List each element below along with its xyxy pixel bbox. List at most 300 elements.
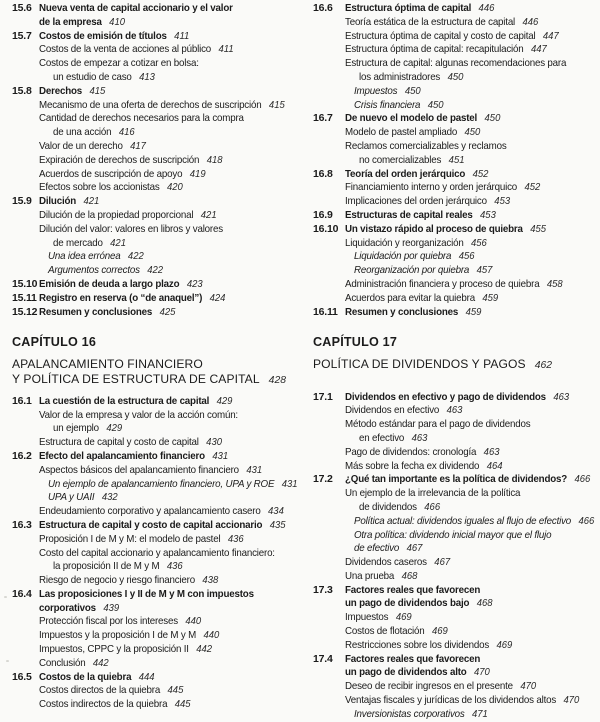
page-number: 429 [216,395,233,407]
page-number: 451 [448,154,465,166]
page-number: 415 [89,85,106,97]
entry-text: de dividendos [359,500,417,513]
page-number: 432 [101,492,118,504]
entry-content [39,505,284,519]
page-number: 436 [227,533,244,545]
toc-entry [313,85,597,99]
entry-content [39,698,191,712]
toc-entry [12,195,308,209]
entry-text: Dilución del valor: valores en libros y valores [39,222,223,235]
scan-speckle [4,596,7,598]
page-number: 457 [476,265,493,277]
entry-text: Liquidación por quiebra [354,250,452,263]
section-number: 15.12 [12,305,38,318]
toc-entry [313,487,597,501]
entry-content [39,99,285,113]
entry-text: en efectivo [359,431,405,444]
toc-entry [12,491,308,505]
entry-text: Costos indirectos de la quiebra [39,698,168,711]
section-number: 17.2 [313,473,333,486]
entry-content [48,478,298,492]
toc-entry [313,71,597,85]
page-number: 444 [138,671,155,683]
page-number: 463 [483,446,500,458]
toc-entry [12,71,308,85]
entry-text: Pago de dividendos: cronología [345,445,477,458]
section-number: 16.9 [313,208,333,221]
entry-content [354,99,444,113]
toc-entry [313,570,597,584]
section-number: 16.3 [12,518,32,531]
entry-text: Factores reales que favorecen [345,583,481,596]
entry-content [345,391,569,405]
entry-content [39,43,234,57]
entry-text: Derechos [39,84,83,97]
entry-content [39,140,146,154]
toc-entry [12,395,308,409]
entry-text: Acuerdos para evitar la quiebra [345,291,475,304]
toc-entry [12,223,308,237]
entry-content [53,560,183,574]
toc-entry [313,154,597,168]
entry-content [39,278,203,292]
page-number: 450 [404,85,421,97]
page-number: 464 [486,460,503,472]
entry-content [39,629,219,643]
page-number: 463 [446,405,463,417]
page-number: 452 [472,168,489,180]
scan-speckle [6,660,9,662]
page-number: 430 [206,437,222,449]
entry-text: Una idea errónea [48,250,121,263]
entry-content [53,126,135,140]
section-number: 15.10 [12,277,38,290]
entry-content [345,570,417,584]
toc-entry [12,684,308,698]
page-number: 450 [484,113,501,125]
page-number: 420 [166,182,183,194]
entry-text: Costos de flotación [345,625,425,638]
entry-text: La cuestión de la estructura de capital [39,394,210,407]
page-number: 428 [268,374,287,386]
page-number: 411 [174,30,190,42]
entry-text: Implicaciones del orden jerárquico [345,195,487,208]
toc-entry [12,43,308,57]
entry-content [39,292,225,306]
entry-text: Estructura de capital y costo de capital [39,436,199,449]
entry-content [345,168,488,182]
entry-content [345,460,503,474]
toc-entry [313,639,597,653]
entry-text: Mecanismo de una oferta de derechos de suscripción [39,98,262,111]
page-number: 418 [206,154,223,166]
entry-text: Teoría del orden jerárquico [345,167,466,180]
entry-content [345,639,512,653]
entry-content [345,223,546,237]
entry-text: Otra política: dividendo inicial mayor que el flujo [354,528,552,541]
entry-text: Emisión de deuda a largo plazo [39,277,180,290]
page-number: 442 [92,657,109,669]
toc-entry [12,478,308,492]
entry-text: Costos de empezar a cotizar en bolsa: [39,57,199,70]
page-number: 446 [478,3,495,14]
page-number: 436 [166,561,183,573]
entry-content [39,57,199,71]
chapter-heading [313,335,597,373]
entry-content [53,422,122,436]
section-number: 15.7 [12,29,32,42]
entry-text: Factores reales que favorecen [345,652,481,665]
entry-text: Dividendos caseros [345,556,427,569]
toc-entry [313,501,597,515]
entry-content [39,223,223,237]
entry-text: Impuestos [354,84,398,97]
entry-content [359,71,463,85]
section-number: 15.11 [12,291,37,304]
entry-text: Teoría estática de la estructura de capital [345,15,516,28]
entry-text: Estructura óptima de capital: recapitulación [345,43,524,56]
entry-content [39,168,206,182]
entry-text: Estructura óptima de capital y costo de capital [345,29,536,42]
entry-content [345,16,538,30]
page-number: 450 [427,99,444,111]
toc-entry [313,432,597,446]
page-number: 458 [546,278,563,290]
entry-content [53,237,126,251]
toc-entry [313,680,597,694]
page-number: 447 [530,44,547,56]
toc-entry [313,43,597,57]
entry-text: Modelo de pastel ampliado [345,126,458,139]
page-number: 463 [553,391,570,403]
entry-content [345,680,536,694]
toc-entry [12,57,308,71]
section-number: 16.7 [313,112,333,125]
page-number: 466 [578,515,595,527]
page-number: 470 [520,681,537,693]
toc-entry [313,126,597,140]
entry-content [345,694,579,708]
entry-text: Endeudamiento corporativo y apalancamiento casero [39,505,261,518]
entry-text: la proposición II de M y M [53,560,160,573]
toc-entry [313,460,597,474]
entry-text: un pago de dividendos alto [345,666,467,679]
entry-content [345,181,540,195]
entry-text: Riesgo de negocio y riesgo financiero [39,574,195,587]
page-number: 411 [218,44,234,56]
entry-content [345,112,500,126]
entry-text: Dilución de la propiedad proporcional [39,208,194,221]
chapter-title-line: POLÍTICA DE DIVIDENDOS Y PAGOS 462 [313,357,553,372]
page-number: 419 [189,168,206,180]
toc-entry [313,195,597,209]
entry-text: Método estándar para el pago de dividendos [345,418,531,431]
entry-text: Costo del capital accionario y apalancamiento financiero: [39,546,275,559]
chapter-heading [12,335,308,387]
entry-content [39,154,223,168]
entry-text: Inversionistas corporativos [354,707,465,720]
entry-text: un pago de dividendos bajo [345,597,470,610]
entry-text: de una acción [53,126,112,139]
page-number: 468 [476,598,493,610]
entry-text: Administración financiera y proceso de quiebra [345,277,540,290]
toc-entry [12,209,308,223]
entry-text: Acuerdos de suscripción de apoyo [39,167,183,180]
entry-content [39,533,244,547]
page-number: 453 [480,209,496,221]
page-number: 456 [471,237,487,249]
entry-content [39,395,232,409]
entry-content [345,292,498,306]
entry-text: de efectivo [354,542,400,555]
toc-entry [313,30,597,44]
entry-text: Estructuras de capital reales [345,208,473,221]
toc-entry [313,653,597,667]
entry-content [39,181,183,195]
page-number: 415 [268,99,285,111]
page-number: 462 [534,360,553,372]
entry-content [48,264,163,278]
toc-entry [12,409,308,423]
entry-content [39,436,222,450]
toc-entry [313,515,597,529]
entry-text: Expiración de derechos de suscripción [39,153,200,166]
toc-entry [313,306,597,320]
toc-entry [12,588,308,602]
page-number: 424 [209,292,226,304]
page-number: 429 [106,423,123,435]
toc-entry [12,264,308,278]
entry-content [39,588,254,602]
toc-entry [313,181,597,195]
page-number: 455 [530,223,547,235]
section-number: 17.1 [313,390,333,403]
entry-content [345,195,510,209]
entry-text: Estructura óptima de capital [345,2,472,14]
toc-entry [12,278,308,292]
page-number: 431 [246,464,263,476]
page-number: 422 [147,265,164,277]
entry-text: Resumen y conclusiones [345,305,459,318]
toc-entry [313,418,597,432]
entry-text: Registro en reserva (o “de anaquel”) [39,291,203,304]
page-number: 466 [574,474,591,486]
entry-content [48,250,144,264]
entry-text: un estudio de caso [53,70,132,83]
toc-entry [12,615,308,629]
entry-content [345,306,481,320]
entry-text: Reorganización por quiebra [354,264,470,277]
chapter-title-line: Y POLÍTICA DE ESTRUCTURA DE CAPITAL 428 [12,371,287,386]
toc-entry [12,464,308,478]
page-number: 435 [269,519,286,531]
toc-entry [313,542,597,556]
toc-entry [12,547,308,561]
toc-entry [12,16,308,30]
toc-entry [313,209,597,223]
section-number: 16.5 [12,670,32,683]
entry-text: Una prueba [345,569,395,582]
page-number: 421 [200,209,217,221]
entry-content [345,30,559,44]
section-number: 17.3 [313,583,333,596]
toc-entry [313,473,597,487]
toc-entry [12,560,308,574]
toc-entry [313,584,597,598]
page-number: 453 [494,196,511,208]
entry-content [345,126,480,140]
entry-content [354,264,492,278]
section-number: 15.6 [12,2,32,14]
toc-entry [313,57,597,71]
toc-entry [313,611,597,625]
entry-text: Dividendos en efectivo [345,404,440,417]
entry-text: los administradores [359,70,441,83]
toc-entry [313,112,597,126]
page-number: 463 [411,432,428,444]
entry-text: Las proposiciones I y II de M y M con impuestos [39,587,254,600]
entry-content [345,237,487,251]
section-number: 16.6 [313,2,333,14]
page-number: 470 [563,695,580,707]
entry-content [354,85,421,99]
page-number: 469 [431,626,448,638]
page-number: 423 [186,278,203,290]
entry-content [345,2,494,16]
page-number: 413 [139,71,155,83]
toc-entry [313,292,597,306]
page-number: 446 [522,16,539,28]
entry-content [345,57,566,71]
entry-content [359,432,427,446]
toc-entry [12,306,308,320]
section-number: 15.8 [12,84,32,97]
toc-entry [12,154,308,168]
entry-content [39,519,286,533]
page-number: 417 [130,140,146,152]
toc-entry [313,264,597,278]
page-number: 459 [482,292,499,304]
section-number: 16.2 [12,449,32,462]
toc-entry [12,237,308,251]
entry-text: Financiamiento interno y orden jerárquico [345,181,518,194]
entry-content [39,112,244,126]
entry-content [39,615,201,629]
entry-text: Efectos sobre los accionistas [39,181,160,194]
entry-content [39,602,119,616]
entry-content [345,43,547,57]
entry-content [39,85,105,99]
toc-entry [313,250,597,264]
entry-text: Dividendos en efectivo y pago de dividendos [345,390,546,403]
entry-content [354,250,475,264]
entry-content [345,584,480,598]
toc-entry [313,597,597,611]
page-number: 431 [212,450,229,462]
entry-content [345,487,520,501]
entry-text: Nueva venta de capital accionario y el valor [39,2,233,14]
entry-content [39,464,262,478]
entry-text: Dilución [39,195,77,208]
toc-entry [12,126,308,140]
entry-text: Un ejemplo de la irrelevancia de la política [345,487,521,500]
page-number: 456 [458,251,475,263]
entry-text: no comercializables [359,153,442,166]
entry-text: Política actual: dividendos iguales al flujo de efectivo [354,514,572,527]
toc-entry [12,671,308,685]
toc-entry [12,436,308,450]
entry-content [39,306,175,320]
chapter-label: CAPÍTULO 16 [12,335,97,350]
entry-text: Costos de la quiebra [39,670,132,683]
entry-content [345,446,499,460]
page-number: 447 [542,30,559,42]
toc-entry [313,278,597,292]
entry-text: ¿Qué tan importante es la política de dividendos? [345,473,568,486]
entry-text: de mercado [53,236,103,249]
toc-entry [313,666,597,680]
entry-content [354,529,551,543]
entry-text: Más sobre la fecha ex dividendo [345,459,480,472]
page-number: 421 [110,237,126,249]
page-number: 421 [83,196,100,208]
entry-text: Efecto del apalancamiento financiero [39,449,205,462]
section-number: 16.4 [12,587,32,600]
entry-content [39,574,218,588]
entry-text: Deseo de recibir ingresos en el presente [345,680,513,693]
toc-entry [12,698,308,712]
entry-content [39,450,228,464]
entry-content [39,30,189,44]
toc-entry [313,404,597,418]
page-number: 445 [167,685,184,697]
entry-text: Resumen y conclusiones [39,305,153,318]
entry-text: de la empresa [39,15,102,28]
entry-content [354,515,594,529]
section-number: 17.4 [313,652,333,665]
toc-entry [313,446,597,460]
toc-entry [313,99,597,113]
entry-text: Impuestos y la proposición I de M y M [39,629,197,642]
toc-entry [12,519,308,533]
page-number: 425 [159,306,176,318]
entry-content [39,409,238,423]
toc-entry [12,450,308,464]
chapter-title-line: APALANCAMIENTO FINANCIERO [12,357,203,372]
entry-text: De nuevo el modelo de pastel [345,112,478,125]
entry-content [39,195,99,209]
entry-content [345,473,590,487]
page-number: 469 [496,639,513,651]
page-number: 410 [109,16,125,28]
toc-entry [12,181,308,195]
page-number: 438 [202,575,219,587]
chapter-label: CAPÍTULO 17 [313,335,398,350]
entry-content [345,611,412,625]
entry-content [39,16,125,30]
toc-entry [313,223,597,237]
toc-entry [313,391,597,405]
entry-content [345,556,450,570]
entry-text: Crisis financiera [354,98,421,111]
entry-text: Estructura de capital: algunas recomendaciones para [345,57,567,70]
toc-entry [12,250,308,264]
entry-content [39,684,183,698]
page-number: 442 [196,644,213,656]
toc-column-left [12,2,308,712]
toc-entry [313,2,597,16]
entry-content [39,643,212,657]
